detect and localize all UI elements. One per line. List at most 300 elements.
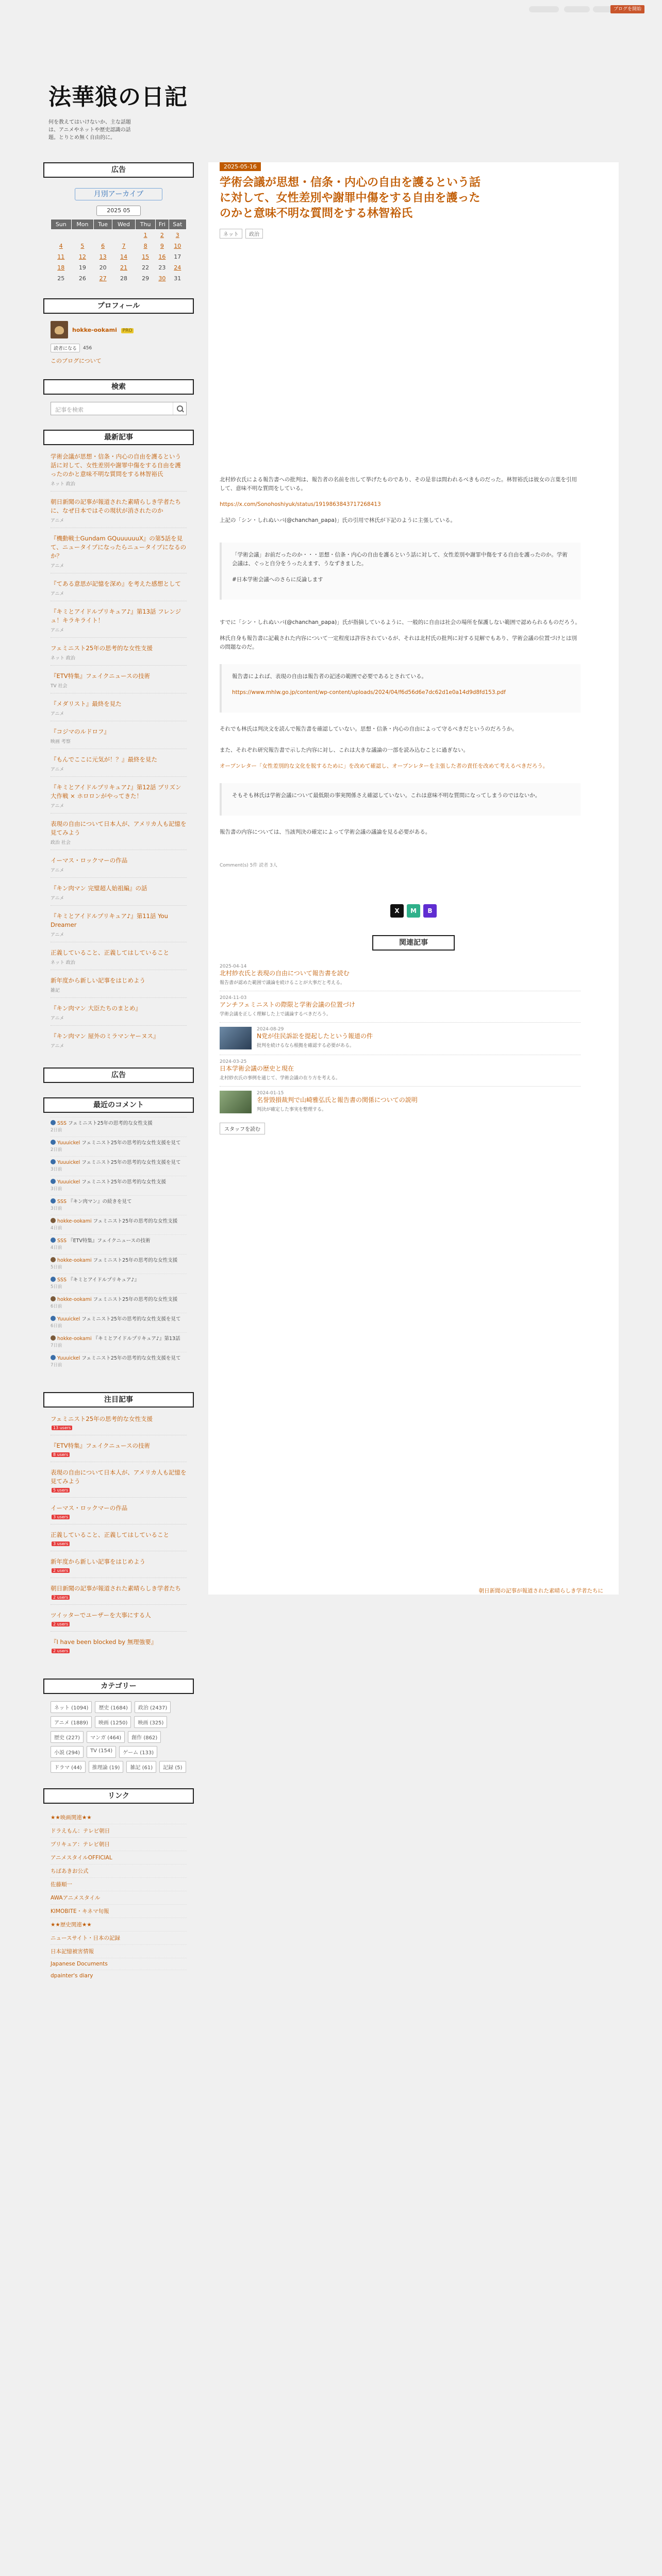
blog-header bbox=[22, 21, 640, 142]
sidebar-article-meta: アニメ bbox=[51, 711, 64, 717]
sidebar-article-meta: ネット 政治 bbox=[51, 960, 75, 965]
article-footer-meta: Comment(s) 5件 読者 3人 bbox=[220, 863, 277, 868]
next-article-link[interactable]: 朝日新聞の記事が報道された素晴らしき学者たちに bbox=[478, 1588, 603, 1594]
calendar-day[interactable]: 20 bbox=[99, 264, 107, 271]
paragraph: すでに「シン・しれぬいバ(@chanchan_papa)」氏が指摘しているように、一般的に自由は社会の場所を保護しない範囲で認められるものだろう。 bbox=[220, 619, 581, 625]
x-share-icon[interactable]: X bbox=[390, 904, 404, 918]
calendar-day[interactable]: 12 bbox=[78, 253, 86, 260]
ad-heading-2: 広告 bbox=[43, 1067, 194, 1083]
sidebar-article-meta: アニメ bbox=[51, 804, 64, 809]
paragraph[interactable]: オープンレター「女性差別的な文化を脱するために」を改めて確認し、オープンレターを主張した者の責任を改めて考えるべきだろう。 bbox=[220, 763, 549, 769]
sidebar-article-item[interactable] bbox=[51, 637, 187, 665]
related-list bbox=[220, 960, 581, 1118]
category-tag[interactable]: 政治 (2437) bbox=[135, 1701, 171, 1713]
sidebar-article-title[interactable]: 新年度から新しい記事をはじめよう bbox=[51, 1558, 145, 1565]
sidebar-article-title[interactable]: 朝日新聞の記事が報道された素晴らしき学者たちに、なぜ日本ではその現状が消されたのか bbox=[51, 498, 181, 514]
article bbox=[208, 162, 619, 1595]
search-box bbox=[43, 379, 194, 415]
commenter-name[interactable]: SSS bbox=[57, 1277, 67, 1283]
calendar-day[interactable]: 30 bbox=[158, 275, 166, 282]
calendar-day[interactable]: 2 bbox=[160, 232, 164, 239]
sidebar-article-meta: アニメ bbox=[51, 1016, 64, 1021]
category-tag[interactable]: 雑記 (61) bbox=[126, 1761, 156, 1773]
commenter-name[interactable]: hokke-ookami bbox=[57, 1336, 92, 1342]
external-link[interactable]: 佐藤順一 bbox=[51, 1877, 187, 1891]
calendar-day[interactable]: 16 bbox=[158, 253, 166, 260]
bookmark-count-badge[interactable]: 2 users bbox=[52, 1649, 70, 1653]
commenter-avatar-icon bbox=[51, 1140, 56, 1145]
category-tag[interactable]: 創作 (862) bbox=[128, 1731, 161, 1743]
hatena-share-icon[interactable]: B bbox=[423, 904, 437, 918]
sidebar-article-title[interactable]: 朝日新聞の記事が報道された素晴らしき学者たち bbox=[51, 1585, 181, 1592]
comment-time: 5日前 bbox=[51, 1265, 62, 1270]
comment-target[interactable]: フェミニスト25年の思考的な女性支援を見て bbox=[81, 1355, 181, 1361]
related-title[interactable]: 名誉毀損裁判で山崎雅弘氏と報告書の関係についての説明 bbox=[257, 1096, 418, 1104]
article-tag[interactable]: 政治 bbox=[245, 229, 263, 239]
calendar-day[interactable]: 6 bbox=[101, 243, 105, 249]
sidebar-article-meta: ネット 政治 bbox=[51, 482, 75, 487]
quote-meta: #日本学術会議へのさらに反論します bbox=[232, 577, 323, 583]
calendar-weekday: Tue bbox=[94, 219, 112, 230]
sidebar-article-title[interactable]: 『ETV特集』フェイクニュースの技術 bbox=[51, 672, 151, 680]
sidebar-article-meta: アニメ bbox=[51, 628, 64, 633]
calendar-day[interactable]: 5 bbox=[80, 243, 85, 249]
commenter-name[interactable]: SSS bbox=[57, 1238, 67, 1244]
sidebar-article-item[interactable] bbox=[51, 491, 187, 528]
commenter-name[interactable]: Yuuuickel bbox=[57, 1160, 80, 1165]
related-article[interactable] bbox=[220, 1022, 581, 1055]
commenter-avatar-icon bbox=[51, 1296, 56, 1301]
external-link[interactable]: ★★映画関連★★ bbox=[51, 1815, 92, 1821]
calendar-day[interactable]: 31 bbox=[174, 275, 181, 282]
sidebar-article-title[interactable]: 『I have been blocked by 無理強要』 bbox=[51, 1638, 157, 1646]
calendar-day[interactable]: 21 bbox=[120, 264, 127, 271]
calendar-day bbox=[94, 230, 112, 241]
commenter-name[interactable]: hokke-ookami bbox=[57, 1297, 92, 1302]
comments-box bbox=[43, 1097, 194, 1371]
sidebar-article-meta: ネット 政治 bbox=[51, 656, 75, 661]
comment-time: 5日前 bbox=[51, 1284, 62, 1290]
start-blog-button[interactable]: ブログを開始 bbox=[610, 5, 644, 13]
calendar-day[interactable]: 15 bbox=[142, 253, 150, 260]
commenter-name[interactable]: hokke-ookami bbox=[57, 1218, 92, 1224]
related-thumbnail[interactable] bbox=[220, 1027, 252, 1049]
related-summary: 批判を続けるなら根拠を確認する必要がある。 bbox=[257, 1043, 355, 1048]
comment-target[interactable]: 『キン肉マン』の続きを見て bbox=[68, 1199, 132, 1205]
comment-target[interactable]: フェミニスト25年の思考的な女性支援を見て bbox=[81, 1160, 181, 1165]
external-link[interactable]: AWAアニメスタイル bbox=[51, 1891, 187, 1904]
sidebar-article-item[interactable] bbox=[51, 1435, 187, 1462]
category-tag[interactable]: 歴史 (227) bbox=[51, 1731, 84, 1743]
sidebar-article-title[interactable]: 『てある意思が記憶を深め』を考えた感想として bbox=[51, 580, 181, 587]
category-tag[interactable]: マンガ (464) bbox=[87, 1731, 125, 1743]
blockquote-3 bbox=[220, 783, 581, 816]
sidebar-article-title[interactable]: 『メダリスト』最終を見た bbox=[51, 700, 122, 707]
link-list bbox=[51, 1811, 187, 1981]
commenter-avatar-icon bbox=[51, 1316, 56, 1321]
calendar-day[interactable]: 4 bbox=[59, 243, 63, 249]
sidebar-article-item[interactable] bbox=[51, 813, 187, 850]
calendar-day[interactable]: 17 bbox=[174, 253, 181, 260]
sidebar-article-meta: TV 社会 bbox=[51, 684, 68, 689]
commenter-name[interactable]: hokke-ookami bbox=[57, 1258, 92, 1263]
sidebar bbox=[43, 162, 194, 1996]
paragraph: 林氏自身も報告書に記載された内容について一定程度は許容されているが、それは北村氏の批判に対する見解でもあり、学術会議の位置づけとは別の問題なのだ。 bbox=[220, 635, 577, 650]
comment-target[interactable]: フェミニスト25年の思考的な女性支援を見て bbox=[81, 1316, 181, 1322]
sidebar-article-meta: アニメ bbox=[51, 591, 64, 597]
bookmark-count-badge[interactable]: 2 users bbox=[52, 1622, 70, 1626]
calendar-day[interactable]: 23 bbox=[158, 264, 166, 271]
external-link[interactable]: Japanese Documents bbox=[51, 1958, 187, 1970]
sidebar-article-item[interactable] bbox=[51, 1524, 187, 1551]
calendar-day[interactable]: 29 bbox=[142, 275, 150, 282]
comment-target[interactable]: フェミニスト25年の思考的な女性支援 bbox=[93, 1297, 178, 1302]
sidebar-article-title[interactable]: 『キン肉マン 屋外のミラマンヤーヌス』 bbox=[51, 1032, 159, 1040]
sidebar-article-item[interactable] bbox=[51, 1025, 187, 1053]
comment-item[interactable] bbox=[51, 1195, 187, 1215]
related-summary: 報告書が認めた範囲で議論を続けることが大事だと考える。 bbox=[220, 980, 345, 986]
sidebar-article-item[interactable] bbox=[51, 877, 187, 905]
commenter-name[interactable]: Yuuuickel bbox=[57, 1179, 80, 1185]
comment-item[interactable] bbox=[51, 1215, 187, 1234]
calendar-day[interactable]: 14 bbox=[120, 253, 127, 260]
bookmark-count-badge[interactable]: 3 users bbox=[52, 1541, 70, 1546]
calendar-day[interactable]: 24 bbox=[174, 264, 181, 271]
comment-item[interactable] bbox=[51, 1176, 187, 1195]
calendar-day bbox=[71, 230, 94, 241]
sidebar-article-item[interactable] bbox=[51, 601, 187, 637]
sidebar-article-meta: 政治 社会 bbox=[51, 840, 71, 845]
sidebar-article-meta: アニメ bbox=[51, 518, 64, 523]
bookmark-count-badge[interactable]: 3 users bbox=[52, 1515, 70, 1519]
comment-target[interactable]: フェミニスト25年の思考的な女性支援 bbox=[93, 1258, 178, 1263]
sidebar-article-item[interactable] bbox=[51, 942, 187, 970]
comment-item[interactable] bbox=[51, 1274, 187, 1293]
sidebar-article-meta: アニメ bbox=[51, 933, 64, 938]
comment-time: 7日前 bbox=[51, 1363, 62, 1368]
paragraph: また、それぞれ研究報告書で示した内容に対し、これは大きな議論の一部を読み込むことに過ぎない。 bbox=[220, 747, 469, 753]
category-tag[interactable]: ゲーム (133) bbox=[119, 1746, 157, 1758]
sidebar-article-title[interactable]: イーマス・ロックマーの作品 bbox=[51, 1504, 128, 1512]
sidebar-article-meta: 雑記 bbox=[51, 988, 60, 993]
calendar-day[interactable]: 9 bbox=[160, 243, 164, 249]
article-title[interactable]: 学術会議が思想・信条・内心の自由を護るという話に対して、女性差別や謝罪中傷をする自由を護ったのかと意味不明な質問をする林智裕氏 bbox=[220, 176, 481, 220]
comment-item[interactable] bbox=[51, 1117, 187, 1137]
commenter-avatar-icon bbox=[51, 1335, 56, 1341]
comment-item[interactable] bbox=[51, 1137, 187, 1156]
related-article[interactable] bbox=[220, 991, 581, 1022]
commenter-name[interactable]: Yuuuickel bbox=[57, 1316, 80, 1322]
blockquote bbox=[220, 543, 581, 600]
sidebar-article-title[interactable]: 『キン肉マン 大臣たちのまとめ』 bbox=[51, 1005, 142, 1012]
related-date: 2024-08-29 bbox=[257, 1027, 284, 1032]
external-link[interactable]: ドラえもん：テレビ朝日 bbox=[51, 1824, 187, 1837]
follower-count: 456 bbox=[83, 345, 92, 351]
commenter-avatar-icon bbox=[51, 1120, 56, 1125]
recent-heading: 最新記事 bbox=[43, 430, 194, 445]
comment-target[interactable]: 『ETV特集』フェイクニュースの技術 bbox=[68, 1238, 151, 1244]
profile-box bbox=[43, 298, 194, 365]
share-buttons bbox=[220, 904, 607, 918]
calendar-day[interactable]: 1 bbox=[143, 232, 147, 239]
related-date: 2024-03-25 bbox=[220, 1059, 247, 1064]
pro-badge: PRO bbox=[121, 328, 134, 333]
sidebar-article-title[interactable]: 表現の自由について日本人が、アメリカ人も記憶を見てみよう bbox=[51, 1469, 187, 1485]
bookmark-count-badge[interactable]: 2 users bbox=[52, 1568, 70, 1573]
sidebar-article-meta: アニメ bbox=[51, 564, 64, 569]
sidebar-article-item[interactable] bbox=[51, 693, 187, 721]
comment-target[interactable]: フェミニスト25年の思考的な女性支援を見て bbox=[81, 1140, 181, 1146]
related-date: 2024-11-03 bbox=[220, 995, 247, 1001]
popular-heading: 注目記事 bbox=[43, 1392, 194, 1408]
comment-time: 2日前 bbox=[51, 1128, 62, 1133]
calendar-table bbox=[51, 219, 187, 284]
calendar-day[interactable]: 25 bbox=[57, 275, 65, 282]
category-tag[interactable]: 映画 (325) bbox=[134, 1716, 167, 1728]
calendar-weekday: Sun bbox=[51, 219, 72, 230]
sidebar-article-meta: アニメ bbox=[51, 1044, 64, 1049]
sidebar-article-meta: アニメ bbox=[51, 896, 64, 901]
calendar-day[interactable]: 8 bbox=[143, 243, 147, 249]
calendar-day[interactable]: 7 bbox=[122, 243, 126, 249]
profile-name[interactable]: hokke-ookami bbox=[72, 327, 117, 333]
calendar-day bbox=[51, 230, 72, 241]
sidebar-article-item[interactable] bbox=[51, 528, 187, 573]
sidebar-article-item[interactable] bbox=[51, 970, 187, 997]
sidebar-article-title[interactable]: 学術会議が思想・信条・内心の自由を護るという話に対して、女性差別や謝罪中傷をする自由を護ったのかと意味不明な質問をする林智裕氏 bbox=[51, 453, 181, 478]
paragraph: それでも林氏は判決文を読んで報告書を確認していない。思想・信条・内心の自由によって守るべきだというのだろうか。 bbox=[220, 726, 518, 732]
about-blog-link[interactable]: このブログについて bbox=[51, 358, 102, 364]
comment-target[interactable]: 『キミとアイドルプリキュア♪』 bbox=[68, 1277, 139, 1283]
calendar-day[interactable]: 3 bbox=[175, 232, 179, 239]
bookmark-count-badge[interactable]: 8 users bbox=[52, 1452, 70, 1457]
commenter-avatar-icon bbox=[51, 1238, 56, 1243]
paragraph: 上記の「シン・しれぬいバ(@chanchan_papa)」氏の引用で林氏が下記のように主張している。 bbox=[220, 517, 456, 523]
bookmark-count-badge[interactable]: 5 users bbox=[52, 1488, 70, 1493]
comment-item[interactable] bbox=[51, 1332, 187, 1352]
related-article[interactable] bbox=[220, 1086, 581, 1118]
category-tag[interactable]: TV (154) bbox=[87, 1746, 116, 1758]
sidebar-article-title[interactable]: 『コジマのルドロフ』 bbox=[51, 728, 110, 735]
calendar-day[interactable]: 10 bbox=[174, 243, 181, 249]
comment-item[interactable] bbox=[51, 1234, 187, 1254]
ad-heading: 広告 bbox=[43, 162, 194, 178]
commenter-name[interactable]: Yuuuickel bbox=[57, 1355, 80, 1361]
comment-time: 2日前 bbox=[51, 1147, 62, 1153]
commenter-avatar-icon bbox=[51, 1355, 56, 1360]
popular-list bbox=[51, 1415, 187, 1658]
related-article[interactable] bbox=[220, 960, 581, 991]
related-title[interactable]: N党が住民訴訟を提起したという報道の件 bbox=[257, 1032, 373, 1040]
comment-target[interactable]: 『キミとアイドルプリキュア♪』第13話 bbox=[93, 1336, 180, 1342]
related-summary: 北村紗衣氏の事例を通じて、学術会議の在り方を考える。 bbox=[220, 1076, 340, 1081]
sidebar-article-item[interactable] bbox=[51, 1551, 187, 1578]
profile-avatar[interactable] bbox=[51, 321, 68, 338]
sidebar-article-title[interactable]: 『キミとアイドルプリキュア♪』第13話 フレンジュ！キラキライト！ bbox=[51, 608, 181, 624]
more-related-button[interactable]: スタッフを読む bbox=[220, 1123, 265, 1134]
search-heading: 検索 bbox=[43, 379, 194, 395]
sidebar-article-item[interactable] bbox=[51, 1604, 187, 1631]
commenter-name[interactable]: Yuuuickel bbox=[57, 1140, 80, 1146]
related-title[interactable]: 北村紗衣氏と表現の自由について報告書を読む bbox=[220, 970, 350, 977]
external-link[interactable]: ニュースサイト・日本の記録 bbox=[51, 1931, 187, 1944]
category-tag[interactable]: 記録 (5) bbox=[159, 1761, 186, 1773]
sidebar-article-item[interactable] bbox=[51, 452, 187, 491]
external-link[interactable]: アニメスタイルOFFICIAL bbox=[51, 1851, 187, 1864]
sidebar-article-item[interactable] bbox=[51, 721, 187, 749]
calendar-day bbox=[112, 230, 135, 241]
sidebar-article-item[interactable] bbox=[51, 776, 187, 813]
calendar-box bbox=[43, 188, 194, 284]
sidebar-article-title[interactable]: 『キン肉マン 完璧超人始祖編』の話 bbox=[51, 885, 147, 892]
sidebar-article-item[interactable] bbox=[51, 1462, 187, 1497]
category-tag[interactable]: 映画 (1250) bbox=[95, 1716, 131, 1728]
article-tag[interactable]: ネット bbox=[220, 229, 242, 239]
comment-item[interactable] bbox=[51, 1156, 187, 1176]
sidebar-article-title[interactable]: 正義していること、正義してはしていること bbox=[51, 949, 169, 956]
links-heading: リンク bbox=[43, 1788, 194, 1804]
category-list bbox=[51, 1701, 187, 1773]
calendar-weekday: Fri bbox=[156, 219, 169, 230]
related-title[interactable]: 日本学術会議の歴史と現在 bbox=[220, 1065, 294, 1072]
article-date[interactable]: 2025-05-16 bbox=[220, 162, 261, 171]
related-thumbnail[interactable] bbox=[220, 1091, 252, 1113]
category-tag[interactable]: ドラマ (44) bbox=[51, 1761, 86, 1773]
calendar-weekday: Wed bbox=[112, 219, 135, 230]
comment-item[interactable] bbox=[51, 1293, 187, 1313]
related-summary: 学術会議を正しく理解した上で議論するべきだろう。 bbox=[220, 1012, 332, 1017]
external-link[interactable]: 日本記憶被害情報 bbox=[51, 1944, 187, 1958]
related-summary: 判決が確定した事実を整理する。 bbox=[257, 1107, 327, 1112]
quote-text: 「学術会議」お前だったのか・・・思想・信条・内心の自由を護るという話に対して、女性差別や謝罪中傷をする自由を護ったのか。学術会議は、ぐっと自分をうったえます、うなずきました。 bbox=[232, 552, 568, 567]
sidebar-article-item[interactable] bbox=[51, 1578, 187, 1604]
categories-box bbox=[43, 1679, 194, 1773]
sidebar-article-title[interactable]: 正義していること、正義してはしていること bbox=[51, 1531, 169, 1538]
category-tag[interactable]: ネット (1094) bbox=[51, 1701, 92, 1713]
sidebar-article-title[interactable]: 『もんでここに元気が！？』最終を見た bbox=[51, 756, 157, 763]
article-link[interactable]: https://www.mhlw.go.jp/content/wp-content/uploads/2024/04/f6d56d6e7dc62d1e0a14d9d8fd153.pdf bbox=[232, 689, 506, 696]
monthly-archive-button[interactable]: 月別アーカイブ bbox=[75, 188, 162, 200]
comment-target[interactable]: フェミニスト25年の思考的な女性支援 bbox=[68, 1121, 153, 1126]
comment-time: 4日前 bbox=[51, 1226, 62, 1231]
comment-target[interactable]: フェミニスト25年の思考的な女性支援 bbox=[81, 1179, 166, 1185]
commenter-name[interactable]: SSS bbox=[57, 1199, 67, 1205]
search-input[interactable]: 記事を検索 bbox=[55, 406, 84, 413]
quote-text: 報告書によれば、表現の自由は報告者の記述の範囲で必要であるとされている。 bbox=[232, 673, 427, 680]
month-select[interactable]: 2025 05 bbox=[96, 206, 141, 216]
comment-item[interactable] bbox=[51, 1352, 187, 1371]
sidebar-article-item[interactable] bbox=[51, 749, 187, 776]
calendar-weekday: Sat bbox=[169, 219, 186, 230]
comment-time: 4日前 bbox=[51, 1245, 62, 1250]
commenter-avatar-icon bbox=[51, 1159, 56, 1164]
sidebar-article-item[interactable] bbox=[51, 665, 187, 693]
paragraph: 北村紗衣氏による報告書への批判は、報告者の名前を出して挙げたものであり、その是非は問われるべきものだった。林智裕氏は彼女の言葉を引用して、意味不明な質問をしている。 bbox=[220, 477, 577, 492]
external-link[interactable]: dpainter's diary bbox=[51, 1970, 187, 1981]
sidebar-article-title[interactable]: イーマス・ロックマーの作品 bbox=[51, 857, 128, 864]
sidebar-article-item[interactable] bbox=[51, 573, 187, 601]
ad-box bbox=[43, 162, 194, 178]
sidebar-article-title[interactable]: フェミニスト25年の思考的な女性支援 bbox=[51, 645, 153, 652]
external-link[interactable]: プリキュア：テレビ朝日 bbox=[51, 1837, 187, 1851]
comment-time: 3日前 bbox=[51, 1167, 62, 1172]
comment-time: 6日前 bbox=[51, 1304, 62, 1309]
comment-list bbox=[51, 1117, 187, 1371]
sidebar-article-title[interactable]: 『キミとアイドルプリキュア♪』第12話 プリズン大作戦 × ホロロンがやってきた！ bbox=[51, 784, 181, 800]
external-link[interactable]: ちばあきお公式 bbox=[51, 1864, 187, 1877]
sidebar-article-title[interactable]: フェミニスト25年の思考的な女性支援 bbox=[51, 1415, 153, 1422]
calendar-day[interactable]: 11 bbox=[57, 253, 65, 260]
calendar-day[interactable]: 26 bbox=[78, 275, 86, 282]
bookmark-count-badge[interactable]: 2 users bbox=[52, 1595, 70, 1600]
profile-heading: プロフィール bbox=[43, 298, 194, 314]
sidebar-article-title[interactable]: 新年度から新しい記事をはじめよう bbox=[51, 977, 145, 984]
comment-item[interactable] bbox=[51, 1313, 187, 1332]
commenter-name[interactable]: SSS bbox=[57, 1121, 67, 1126]
external-link[interactable]: ★★歴史関連★★ bbox=[51, 1918, 187, 1931]
follow-button[interactable]: 読者になる bbox=[51, 344, 80, 352]
sidebar-article-item[interactable] bbox=[51, 1497, 187, 1524]
calendar-day[interactable]: 28 bbox=[120, 275, 127, 282]
sidebar-article-title[interactable]: 『キミとアイドルプリキュア♪』第11話 You Dreamer bbox=[51, 912, 168, 928]
sidebar-article-item[interactable] bbox=[51, 1415, 187, 1435]
comment-time: 3日前 bbox=[51, 1206, 62, 1211]
sidebar-article-item[interactable] bbox=[51, 997, 187, 1025]
related-date: 2024-01-15 bbox=[257, 1091, 284, 1096]
related-heading: 関連記事 bbox=[372, 935, 455, 951]
comment-time: 7日前 bbox=[51, 1343, 62, 1348]
quote-text: そもそも林氏は学術会議について最低限の事実関係さえ確認していない。これは意味不明な質問になってしまうのではないか。 bbox=[232, 792, 541, 799]
sidebar-article-title[interactable]: 『ETV特集』フェイクニュースの技術 bbox=[51, 1442, 151, 1449]
bookmark-count-badge[interactable]: 13 users bbox=[52, 1426, 72, 1430]
search-icon[interactable] bbox=[173, 402, 186, 415]
comment-target[interactable]: フェミニスト25年の思考的な女性支援 bbox=[93, 1218, 178, 1224]
calendar-day[interactable]: 13 bbox=[99, 253, 107, 260]
article-link[interactable]: https://x.com/Sonohoshiyuk/status/1919863843717268413 bbox=[220, 501, 381, 507]
category-tag[interactable]: 歴史 (1684) bbox=[95, 1701, 131, 1713]
commenter-avatar-icon bbox=[51, 1218, 56, 1223]
commenter-avatar-icon bbox=[51, 1198, 56, 1204]
category-tag[interactable]: 推理論 (19) bbox=[89, 1761, 124, 1773]
misskey-share-icon[interactable]: M bbox=[407, 904, 420, 918]
comments-heading: 最近のコメント bbox=[43, 1097, 194, 1113]
popular-box bbox=[43, 1392, 194, 1658]
category-tag[interactable]: 小説 (294) bbox=[51, 1746, 84, 1758]
ad-box-2 bbox=[43, 1067, 194, 1083]
calendar-weekday: Thu bbox=[136, 219, 156, 230]
related-article[interactable] bbox=[220, 1055, 581, 1086]
sidebar-article-meta: 映画 考察 bbox=[51, 739, 71, 744]
blog-title[interactable]: 法華狼の日記 bbox=[48, 84, 188, 110]
calendar-day[interactable]: 18 bbox=[57, 264, 65, 271]
sidebar-article-title[interactable]: 表現の自由について日本人が、アメリカ人も記憶を見てみよう bbox=[51, 820, 187, 836]
sidebar-article-item[interactable] bbox=[51, 905, 187, 942]
calendar-day[interactable]: 22 bbox=[142, 264, 150, 271]
related-title[interactable]: アンチフェミニストの際限と学術会議の位置づけ bbox=[220, 1001, 355, 1008]
calendar-day[interactable]: 19 bbox=[78, 264, 86, 271]
sidebar-article-title[interactable]: 『機動戦士Gundam GQuuuuuuX』の第5話を見て、ニュータイプになったらニュータイプになるのか？ bbox=[51, 535, 187, 560]
sidebar-article-item[interactable] bbox=[51, 850, 187, 877]
global-topbar bbox=[0, 0, 662, 21]
sidebar-article-item[interactable] bbox=[51, 1631, 187, 1658]
recent-list bbox=[51, 452, 187, 1053]
calendar-day[interactable]: 27 bbox=[99, 275, 107, 282]
external-link[interactable]: KIMOBITE・キネマ旬報 bbox=[51, 1904, 187, 1918]
category-tag[interactable]: アニメ (1889) bbox=[51, 1716, 92, 1728]
comment-item[interactable] bbox=[51, 1254, 187, 1274]
topbar-placeholder-2 bbox=[564, 6, 590, 12]
sidebar-article-title[interactable]: ツイッターでユーザーを大事にする人 bbox=[51, 1612, 151, 1619]
